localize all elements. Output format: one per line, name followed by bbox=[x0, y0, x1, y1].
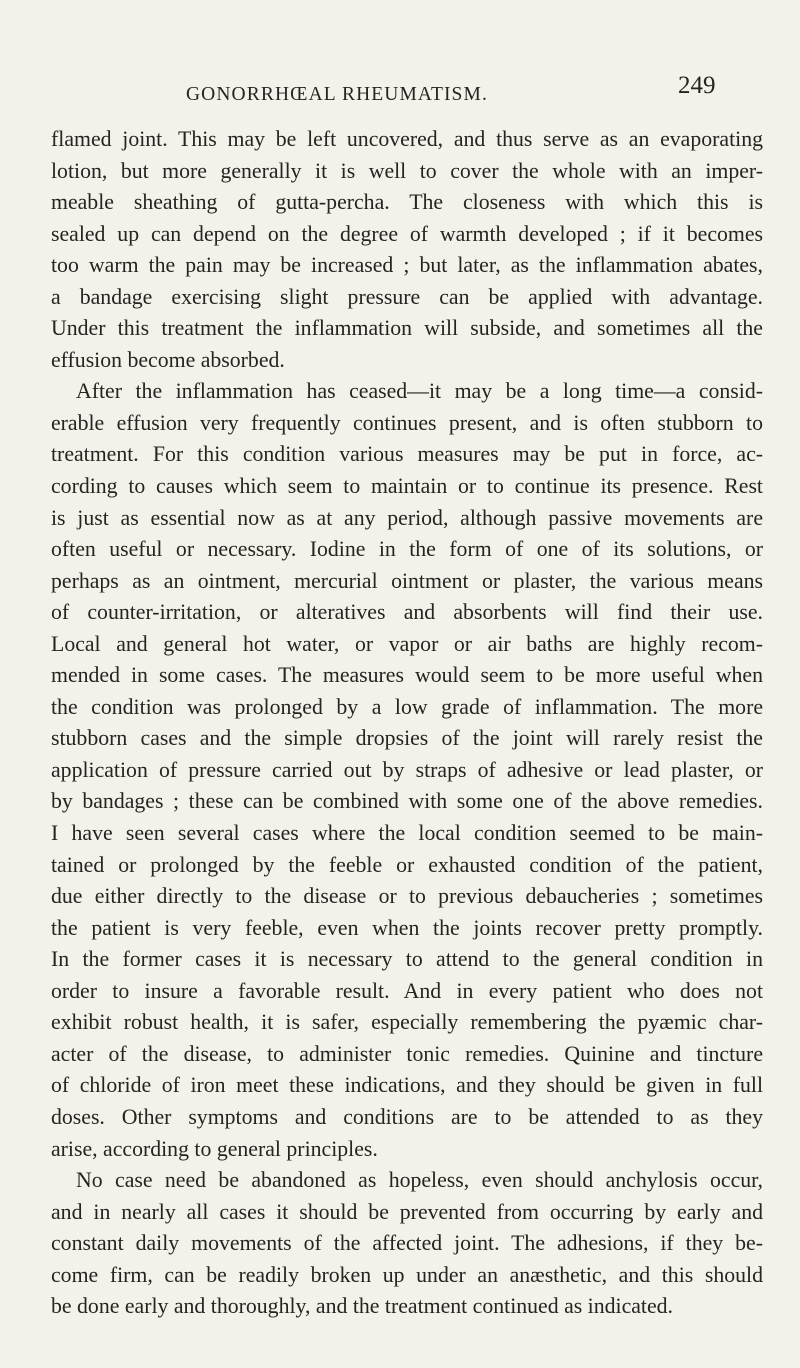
text-line: meable sheathing of gutta-percha. The closeness with which this is bbox=[51, 190, 763, 215]
paragraph bbox=[51, 376, 763, 1165]
text-line: acter of the disease, to administer tonic remedies. Quinine and tincture bbox=[51, 1041, 763, 1066]
text-line: Local and general hot water, or vapor or air baths are highly recom- bbox=[51, 631, 763, 656]
text-line: Under this treatment the inflammation will subside, and sometimes all the bbox=[51, 316, 763, 341]
text-line: application of pressure carried out by straps of adhesive or lead plaster, or bbox=[51, 757, 763, 782]
text-line: a bandage exercising slight pressure can be applied with advantage. bbox=[51, 284, 763, 309]
text-line: is just as essential now as at any period, although passive movements are bbox=[51, 505, 763, 530]
text-line: by bandages ; these can be combined with some one of the above remedies. bbox=[51, 789, 763, 814]
page-number: 249 bbox=[678, 72, 716, 99]
text-line: erable effusion very frequently continues present, and is often stubborn to bbox=[51, 410, 763, 435]
text-line: constant daily movements of the affected joint. The adhesions, if they be- bbox=[51, 1231, 763, 1256]
text-line: order to insure a favorable result. And in every patient who does not bbox=[51, 978, 763, 1003]
text-line: exhibit robust health, it is safer, especially remembering the pyæmic char- bbox=[51, 1010, 763, 1035]
text-line: tained or prolonged by the feeble or exhausted condition of the patient, bbox=[51, 852, 763, 877]
body-text bbox=[51, 124, 763, 1323]
paragraph bbox=[51, 124, 763, 376]
text-line: of counter-irritation, or alteratives and absorbents will find their use. bbox=[51, 600, 763, 625]
text-line: stubborn cases and the simple dropsies of the joint will rarely resist the bbox=[51, 726, 763, 751]
text-line: arise, according to general principles. bbox=[51, 1136, 378, 1161]
text-line: effusion become absorbed. bbox=[51, 347, 285, 372]
text-line: of chloride of iron meet these indications, and they should be given in full bbox=[51, 1073, 763, 1098]
text-line: flamed joint. This may be left uncovered, and thus serve as an evaporating bbox=[51, 127, 763, 151]
text-line: treatment. For this condition various measures may be put in force, ac- bbox=[51, 442, 763, 467]
text-line: the patient is very feeble, even when the joints recover pretty promptly. bbox=[51, 915, 763, 940]
text-line: too warm the pain may be increased ; but later, as the inflammation abates, bbox=[51, 253, 763, 278]
text-line: After the inflammation has ceased—it may be a long time—a consid- bbox=[76, 379, 763, 404]
text-line: In the former cases it is necessary to attend to the general condition in bbox=[51, 947, 763, 972]
paragraph bbox=[51, 1165, 763, 1323]
text-line: sealed up can depend on the degree of warmth developed ; if it becomes bbox=[51, 221, 763, 246]
text-line: lotion, but more generally it is well to cover the whole with an imper- bbox=[51, 158, 763, 183]
text-line: often useful or necessary. Iodine in the form of one of its solutions, or bbox=[51, 537, 763, 562]
text-line: due either directly to the disease or to previous debaucheries ; sometimes bbox=[51, 884, 763, 909]
text-line: No case need be abandoned as hopeless, even should anchylosis occur, bbox=[76, 1168, 763, 1193]
text-line: I have seen several cases where the local condition seemed to be main- bbox=[51, 821, 763, 846]
text-line: mended in some cases. The measures would seem to be more useful when bbox=[51, 663, 763, 688]
text-line: come firm, can be readily broken up under an anæsthetic, and this should bbox=[51, 1262, 763, 1287]
running-header: GONORRHŒAL RHEUMATISM. bbox=[186, 84, 488, 105]
text-line: cording to causes which seem to maintain or to continue its presence. Rest bbox=[51, 474, 763, 499]
text-line: perhaps as an ointment, mercurial ointment or plaster, the various means bbox=[51, 568, 763, 593]
text-line: doses. Other symptoms and conditions are to be attended to as they bbox=[51, 1104, 763, 1129]
text-line: be done early and thoroughly, and the treatment continued as indicated. bbox=[51, 1294, 674, 1319]
text-line: and in nearly all cases it should be prevented from occurring by early and bbox=[51, 1199, 763, 1224]
text-line: the condition was prolonged by a low grade of inflammation. The more bbox=[51, 694, 763, 719]
